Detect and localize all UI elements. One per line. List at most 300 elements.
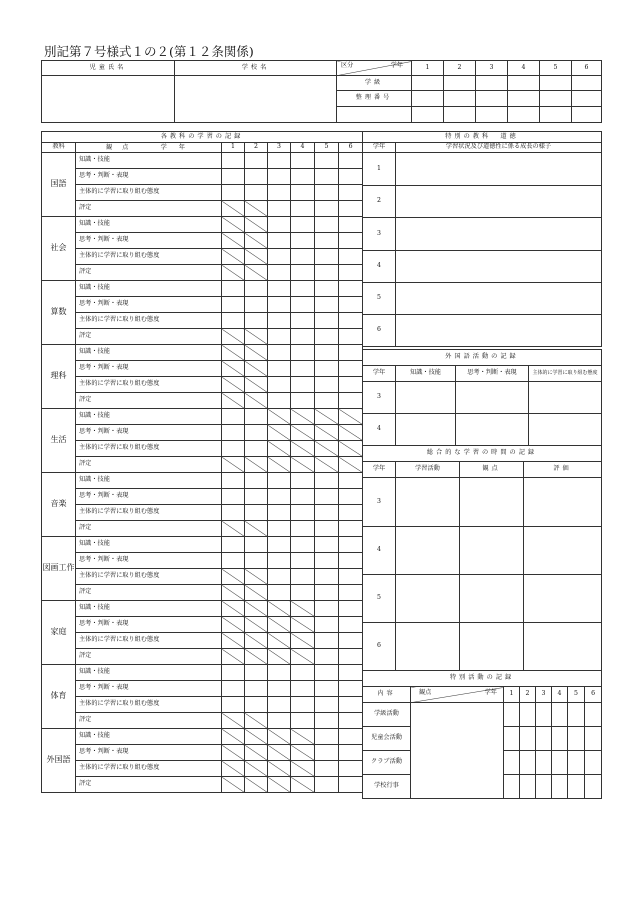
grade-cell[interactable] bbox=[222, 681, 245, 697]
grade-cell[interactable] bbox=[291, 329, 315, 345]
grade-cell[interactable] bbox=[339, 569, 363, 585]
grade-cell[interactable] bbox=[339, 249, 363, 265]
grade-cell[interactable] bbox=[291, 265, 315, 281]
crossed-cell bbox=[222, 585, 245, 601]
grade-cell[interactable] bbox=[245, 473, 268, 489]
viewpoint-label: 思考・判断・表現 bbox=[76, 489, 222, 505]
crossed-cell bbox=[222, 649, 245, 665]
fa-grade: 3 bbox=[363, 382, 396, 414]
crossed-cell bbox=[291, 761, 315, 777]
grade-cell[interactable] bbox=[268, 505, 291, 521]
viewpoint-label: 主体的に学習に取り組む態度 bbox=[76, 377, 222, 393]
grade-cell[interactable] bbox=[339, 361, 363, 377]
grade-cell[interactable] bbox=[339, 585, 363, 601]
crossed-cell bbox=[315, 425, 339, 441]
grade-cell[interactable] bbox=[222, 489, 245, 505]
grade-cell[interactable] bbox=[268, 329, 291, 345]
grade-cell[interactable] bbox=[268, 553, 291, 569]
grade-cell[interactable] bbox=[291, 345, 315, 361]
grade-cell[interactable] bbox=[339, 377, 363, 393]
form-title: 別記第７号様式１の２(第１２条関係) bbox=[44, 44, 254, 59]
sa-item: 児童会活動 bbox=[363, 727, 411, 751]
viewpoint-label: 知識・技能 bbox=[76, 601, 222, 617]
grade-cell[interactable] bbox=[268, 169, 291, 185]
grade-cell[interactable] bbox=[268, 201, 291, 217]
grade-cell[interactable] bbox=[291, 201, 315, 217]
grade-cell[interactable] bbox=[315, 233, 339, 249]
grade-cell[interactable] bbox=[245, 681, 268, 697]
viewpoint-label: 主体的に学習に取り組む態度 bbox=[76, 249, 222, 265]
grade-cell[interactable] bbox=[245, 697, 268, 713]
grade-cell[interactable] bbox=[245, 505, 268, 521]
subjects-table-title: 各教科の学習の記録 bbox=[42, 132, 363, 143]
grade-cell[interactable] bbox=[291, 393, 315, 409]
grade-cell[interactable] bbox=[245, 153, 268, 169]
grade-cell[interactable] bbox=[315, 633, 339, 649]
grade-cell[interactable] bbox=[291, 489, 315, 505]
grade-cell[interactable] bbox=[339, 761, 363, 777]
viewpoint-label: 知識・技能 bbox=[76, 217, 222, 233]
grade-cell[interactable] bbox=[339, 649, 363, 665]
crossed-cell bbox=[222, 361, 245, 377]
grade-cell[interactable] bbox=[291, 297, 315, 313]
grade-cell[interactable] bbox=[315, 505, 339, 521]
crossed-cell bbox=[291, 425, 315, 441]
crossed-cell bbox=[245, 569, 268, 585]
grade-cell[interactable] bbox=[268, 281, 291, 297]
grade-cell[interactable] bbox=[339, 729, 363, 745]
grade-cell[interactable] bbox=[339, 185, 363, 201]
grade-cell[interactable] bbox=[339, 777, 363, 793]
grade-cell[interactable] bbox=[245, 297, 268, 313]
grade-cell[interactable] bbox=[268, 377, 291, 393]
subject-name: 生活 bbox=[42, 409, 76, 473]
crossed-cell bbox=[268, 601, 291, 617]
crossed-cell bbox=[339, 409, 363, 425]
grade-col-2: 2 bbox=[245, 143, 268, 153]
fa-col-attitude: 主体的に学習に取り組む態度 bbox=[529, 366, 602, 382]
grade-cell[interactable] bbox=[339, 633, 363, 649]
viewpoint-label: 知識・技能 bbox=[76, 345, 222, 361]
col-grade: 学年 bbox=[160, 144, 197, 151]
grade-cell[interactable] bbox=[315, 649, 339, 665]
moral-grade: 2 bbox=[363, 186, 396, 218]
grade-3: 3 bbox=[476, 61, 508, 76]
grade-col-4: 4 bbox=[291, 143, 315, 153]
grade-cell[interactable] bbox=[245, 489, 268, 505]
viewpoint-label: 主体的に学習に取り組む態度 bbox=[76, 505, 222, 521]
crossed-cell bbox=[222, 329, 245, 345]
grade-cell[interactable] bbox=[268, 233, 291, 249]
crossed-cell bbox=[222, 777, 245, 793]
grade-6: 6 bbox=[572, 61, 602, 76]
crossed-cell bbox=[268, 745, 291, 761]
grade-cell[interactable] bbox=[291, 217, 315, 233]
grade-cell[interactable] bbox=[339, 313, 363, 329]
grade-cell[interactable] bbox=[315, 361, 339, 377]
crossed-cell bbox=[268, 617, 291, 633]
viewpoint-label: 知識・技能 bbox=[76, 665, 222, 681]
crossed-cell bbox=[291, 617, 315, 633]
grade-cell[interactable] bbox=[315, 345, 339, 361]
crossed-cell bbox=[268, 425, 291, 441]
crossed-cell bbox=[222, 729, 245, 745]
grade-cell[interactable] bbox=[245, 441, 268, 457]
grade-cell[interactable] bbox=[268, 393, 291, 409]
crossed-cell bbox=[245, 745, 268, 761]
viewpoint-label: 思考・判断・表現 bbox=[76, 361, 222, 377]
crossed-cell bbox=[268, 409, 291, 425]
grade-cell[interactable] bbox=[339, 521, 363, 537]
grade-cell[interactable] bbox=[339, 601, 363, 617]
grade-cell[interactable] bbox=[268, 249, 291, 265]
crossed-cell bbox=[315, 409, 339, 425]
grade-cell[interactable] bbox=[315, 761, 339, 777]
grade-cell[interactable] bbox=[315, 665, 339, 681]
fa-grade: 4 bbox=[363, 414, 396, 446]
school-name-field[interactable] bbox=[175, 76, 337, 123]
viewpoint-label: 評定 bbox=[76, 649, 222, 665]
grade-cell[interactable] bbox=[339, 473, 363, 489]
crossed-cell bbox=[291, 649, 315, 665]
moral-col-desc: 学習状況及び道徳性に係る成長の様子 bbox=[396, 143, 602, 153]
grade-cell[interactable] bbox=[268, 585, 291, 601]
moral-grade: 3 bbox=[363, 218, 396, 251]
viewpoint-label: 思考・判断・表現 bbox=[76, 617, 222, 633]
crossed-cell bbox=[245, 777, 268, 793]
crossed-cell bbox=[245, 345, 268, 361]
grade-cell[interactable] bbox=[291, 681, 315, 697]
student-name-field[interactable] bbox=[42, 76, 175, 123]
grade-cell[interactable] bbox=[315, 473, 339, 489]
grade-cell[interactable] bbox=[315, 153, 339, 169]
is-grade: 3 bbox=[363, 478, 396, 527]
crossed-cell bbox=[222, 521, 245, 537]
grade-cell[interactable] bbox=[291, 537, 315, 553]
crossed-cell bbox=[222, 377, 245, 393]
grade-cell[interactable] bbox=[339, 153, 363, 169]
grade-cell[interactable] bbox=[291, 569, 315, 585]
grade-cell[interactable] bbox=[291, 521, 315, 537]
crossed-cell bbox=[222, 713, 245, 729]
fa-col-thinking: 思考・判断・表現 bbox=[456, 366, 529, 382]
viewpoint-label: 評定 bbox=[76, 521, 222, 537]
grade-cell[interactable] bbox=[291, 249, 315, 265]
foreign-activity-title: 外国語活動の記録 bbox=[363, 350, 602, 366]
grade-cell[interactable] bbox=[315, 617, 339, 633]
grade-cell[interactable] bbox=[268, 713, 291, 729]
grade-cell[interactable] bbox=[291, 169, 315, 185]
grade-cell[interactable] bbox=[222, 313, 245, 329]
crossed-cell bbox=[222, 249, 245, 265]
viewpoint-label: 評定 bbox=[76, 713, 222, 729]
col-viewpoint-grade bbox=[76, 143, 222, 153]
crossed-cell bbox=[268, 649, 291, 665]
grade-cell[interactable] bbox=[268, 185, 291, 201]
grade-cell[interactable] bbox=[245, 425, 268, 441]
grade-cell[interactable] bbox=[222, 169, 245, 185]
subject-name: 理科 bbox=[42, 345, 76, 409]
viewpoint-label: 思考・判断・表現 bbox=[76, 169, 222, 185]
grade-cell[interactable] bbox=[315, 377, 339, 393]
grade-cell[interactable] bbox=[339, 681, 363, 697]
grade-cell[interactable] bbox=[315, 553, 339, 569]
grade-cell[interactable] bbox=[315, 329, 339, 345]
crossed-cell bbox=[245, 217, 268, 233]
fa-col-knowledge: 知識・技能 bbox=[396, 366, 456, 382]
grade-cell[interactable] bbox=[268, 345, 291, 361]
viewpoint-label: 評定 bbox=[76, 457, 222, 473]
grade-cell[interactable] bbox=[291, 153, 315, 169]
sa-col-view-grade bbox=[411, 687, 504, 703]
viewpoint-label: 思考・判断・表現 bbox=[76, 681, 222, 697]
grade-cell[interactable] bbox=[315, 777, 339, 793]
grade-cell[interactable] bbox=[245, 281, 268, 297]
subject-name: 図画工作 bbox=[42, 537, 76, 601]
subject-name: 体育 bbox=[42, 665, 76, 729]
crossed-cell bbox=[291, 457, 315, 473]
grade-cell[interactable] bbox=[315, 217, 339, 233]
is-grade: 6 bbox=[363, 623, 396, 671]
viewpoint-label: 評定 bbox=[76, 201, 222, 217]
crossed-cell bbox=[245, 713, 268, 729]
grade-cell[interactable] bbox=[268, 153, 291, 169]
sa-grade-4: 4 bbox=[552, 687, 568, 703]
grade-cell[interactable] bbox=[339, 345, 363, 361]
viewpoint-label: 評定 bbox=[76, 393, 222, 409]
crossed-cell bbox=[222, 761, 245, 777]
crossed-cell bbox=[245, 617, 268, 633]
grade-cell[interactable] bbox=[268, 681, 291, 697]
grade-cell[interactable] bbox=[291, 553, 315, 569]
grade-cell[interactable] bbox=[315, 697, 339, 713]
header-table bbox=[41, 60, 602, 123]
subject-name: 社会 bbox=[42, 217, 76, 281]
grade-cell[interactable] bbox=[339, 489, 363, 505]
grade-cell[interactable] bbox=[291, 473, 315, 489]
moral-table bbox=[362, 131, 602, 347]
grade-cell[interactable] bbox=[315, 489, 339, 505]
grade-cell[interactable] bbox=[339, 617, 363, 633]
grade-cell[interactable] bbox=[339, 297, 363, 313]
grade-cell[interactable] bbox=[339, 217, 363, 233]
crossed-cell bbox=[291, 409, 315, 425]
grade-cell[interactable] bbox=[291, 665, 315, 681]
grade-cell[interactable] bbox=[339, 233, 363, 249]
grade-cell[interactable] bbox=[339, 201, 363, 217]
grade-cell[interactable] bbox=[245, 409, 268, 425]
viewpoint-label: 主体的に学習に取り組む態度 bbox=[76, 441, 222, 457]
grade-cell[interactable] bbox=[268, 265, 291, 281]
grade-label: 学年 bbox=[390, 62, 403, 69]
grade-cell[interactable] bbox=[245, 665, 268, 681]
grade-cell[interactable] bbox=[339, 265, 363, 281]
crossed-cell bbox=[245, 249, 268, 265]
grade-cell[interactable] bbox=[315, 681, 339, 697]
grade-cell[interactable] bbox=[315, 569, 339, 585]
grade-cell[interactable] bbox=[268, 361, 291, 377]
special-activity-title: 特別活動の記録 bbox=[363, 671, 602, 687]
crossed-cell bbox=[339, 457, 363, 473]
grade-cell[interactable] bbox=[268, 489, 291, 505]
viewpoint-label: 評定 bbox=[76, 329, 222, 345]
crossed-cell bbox=[315, 457, 339, 473]
grade-cell[interactable] bbox=[245, 185, 268, 201]
grade-col-5: 5 bbox=[315, 143, 339, 153]
grade-cell[interactable] bbox=[268, 217, 291, 233]
grade-cell[interactable] bbox=[268, 665, 291, 681]
grade-cell[interactable] bbox=[291, 233, 315, 249]
crossed-cell bbox=[245, 393, 268, 409]
crossed-cell bbox=[222, 633, 245, 649]
sa-item: 学級活動 bbox=[363, 703, 411, 727]
sa-grade-3: 3 bbox=[536, 687, 552, 703]
crossed-cell bbox=[245, 361, 268, 377]
grade-cell[interactable] bbox=[291, 313, 315, 329]
grade-cell[interactable] bbox=[268, 569, 291, 585]
crossed-cell bbox=[268, 457, 291, 473]
grade-cell[interactable] bbox=[315, 393, 339, 409]
sa-grade-6: 6 bbox=[585, 687, 602, 703]
grade-cell[interactable] bbox=[222, 281, 245, 297]
sa-grade-1: 1 bbox=[504, 687, 520, 703]
grade-cell[interactable] bbox=[268, 473, 291, 489]
crossed-cell bbox=[245, 761, 268, 777]
crossed-cell bbox=[222, 393, 245, 409]
sa-item: 学校行事 bbox=[363, 775, 411, 799]
grade-cell[interactable] bbox=[222, 441, 245, 457]
crossed-cell bbox=[315, 441, 339, 457]
grade-cell[interactable] bbox=[339, 553, 363, 569]
grade-cell[interactable] bbox=[291, 377, 315, 393]
viewpoint-label: 主体的に学習に取り組む態度 bbox=[76, 633, 222, 649]
grade-cell[interactable] bbox=[315, 313, 339, 329]
sa-item: クラブ活動 bbox=[363, 751, 411, 775]
grade-cell[interactable] bbox=[315, 185, 339, 201]
crossed-cell bbox=[245, 377, 268, 393]
crossed-cell bbox=[222, 457, 245, 473]
crossed-cell bbox=[245, 649, 268, 665]
viewpoint-label: 思考・判断・表現 bbox=[76, 233, 222, 249]
grade-cell[interactable] bbox=[291, 505, 315, 521]
grade-cell[interactable] bbox=[268, 697, 291, 713]
crossed-cell bbox=[245, 233, 268, 249]
viewpoint-label: 主体的に学習に取り組む態度 bbox=[76, 697, 222, 713]
crossed-cell bbox=[268, 441, 291, 457]
subject-name: 算数 bbox=[42, 281, 76, 345]
grade-cell[interactable] bbox=[222, 697, 245, 713]
viewpoint-label: 主体的に学習に取り組む態度 bbox=[76, 313, 222, 329]
grade-cell[interactable] bbox=[315, 169, 339, 185]
grade-cell[interactable] bbox=[315, 585, 339, 601]
grade-cell[interactable] bbox=[339, 713, 363, 729]
crossed-cell bbox=[268, 777, 291, 793]
sa-col-view: 観点 bbox=[419, 689, 432, 696]
integrated-study-table bbox=[362, 445, 602, 671]
is-col-eval: 評価 bbox=[524, 462, 602, 478]
grade-cell[interactable] bbox=[222, 553, 245, 569]
grade-cell[interactable] bbox=[315, 201, 339, 217]
grade-cell[interactable] bbox=[315, 745, 339, 761]
grade-cell[interactable] bbox=[339, 329, 363, 345]
category-grade-header bbox=[337, 61, 412, 76]
crossed-cell bbox=[291, 745, 315, 761]
grade-col-6: 6 bbox=[339, 143, 363, 153]
subject-name: 外国語 bbox=[42, 729, 76, 793]
grade-cell[interactable] bbox=[268, 537, 291, 553]
grade-cell[interactable] bbox=[315, 537, 339, 553]
grade-cell[interactable] bbox=[339, 169, 363, 185]
grade-cell[interactable] bbox=[222, 665, 245, 681]
crossed-cell bbox=[245, 457, 268, 473]
grade-cell[interactable] bbox=[222, 473, 245, 489]
grade-cell[interactable] bbox=[245, 537, 268, 553]
grade-cell[interactable] bbox=[315, 265, 339, 281]
crossed-cell bbox=[222, 217, 245, 233]
grade-cell[interactable] bbox=[222, 425, 245, 441]
crossed-cell bbox=[245, 329, 268, 345]
grade-cell[interactable] bbox=[291, 281, 315, 297]
grade-cell[interactable] bbox=[315, 601, 339, 617]
viewpoint-label: 知識・技能 bbox=[76, 537, 222, 553]
grade-cell[interactable] bbox=[315, 521, 339, 537]
grade-cell[interactable] bbox=[315, 729, 339, 745]
crossed-cell bbox=[245, 729, 268, 745]
subject-name: 国語 bbox=[42, 153, 76, 217]
grade-cell[interactable] bbox=[339, 697, 363, 713]
sa-view-field[interactable] bbox=[411, 703, 504, 799]
grade-cell[interactable] bbox=[268, 521, 291, 537]
crossed-cell bbox=[222, 569, 245, 585]
grade-cell[interactable] bbox=[339, 393, 363, 409]
grade-cell[interactable] bbox=[222, 297, 245, 313]
grade-cell[interactable] bbox=[339, 281, 363, 297]
crossed-cell bbox=[245, 601, 268, 617]
viewpoint-label: 評定 bbox=[76, 585, 222, 601]
grade-cell[interactable] bbox=[339, 665, 363, 681]
grade-cell[interactable] bbox=[339, 745, 363, 761]
grade-cell[interactable] bbox=[222, 537, 245, 553]
viewpoint-label: 知識・技能 bbox=[76, 409, 222, 425]
grade-cell[interactable] bbox=[245, 313, 268, 329]
grade-cell[interactable] bbox=[315, 713, 339, 729]
viewpoint-label: 思考・判断・表現 bbox=[76, 745, 222, 761]
crossed-cell bbox=[245, 585, 268, 601]
subject-name: 音楽 bbox=[42, 473, 76, 537]
grade-cell[interactable] bbox=[291, 697, 315, 713]
grade-cell[interactable] bbox=[291, 185, 315, 201]
grade-cell[interactable] bbox=[268, 297, 291, 313]
grade-col-3: 3 bbox=[268, 143, 291, 153]
grade-cell[interactable] bbox=[291, 713, 315, 729]
grade-cell[interactable] bbox=[291, 361, 315, 377]
grade-cell[interactable] bbox=[222, 505, 245, 521]
grade-cell[interactable] bbox=[222, 153, 245, 169]
grade-cell[interactable] bbox=[268, 313, 291, 329]
grade-cell[interactable] bbox=[339, 537, 363, 553]
grade-cell[interactable] bbox=[245, 553, 268, 569]
moral-grade: 4 bbox=[363, 251, 396, 283]
grade-cell[interactable] bbox=[315, 281, 339, 297]
grade-cell[interactable] bbox=[222, 185, 245, 201]
grade-cell[interactable] bbox=[291, 585, 315, 601]
grade-cell[interactable] bbox=[222, 409, 245, 425]
is-col-view: 観点 bbox=[460, 462, 524, 478]
grade-cell[interactable] bbox=[315, 249, 339, 265]
grade-cell[interactable] bbox=[339, 505, 363, 521]
grade-cell[interactable] bbox=[245, 169, 268, 185]
grade-cell[interactable] bbox=[315, 297, 339, 313]
